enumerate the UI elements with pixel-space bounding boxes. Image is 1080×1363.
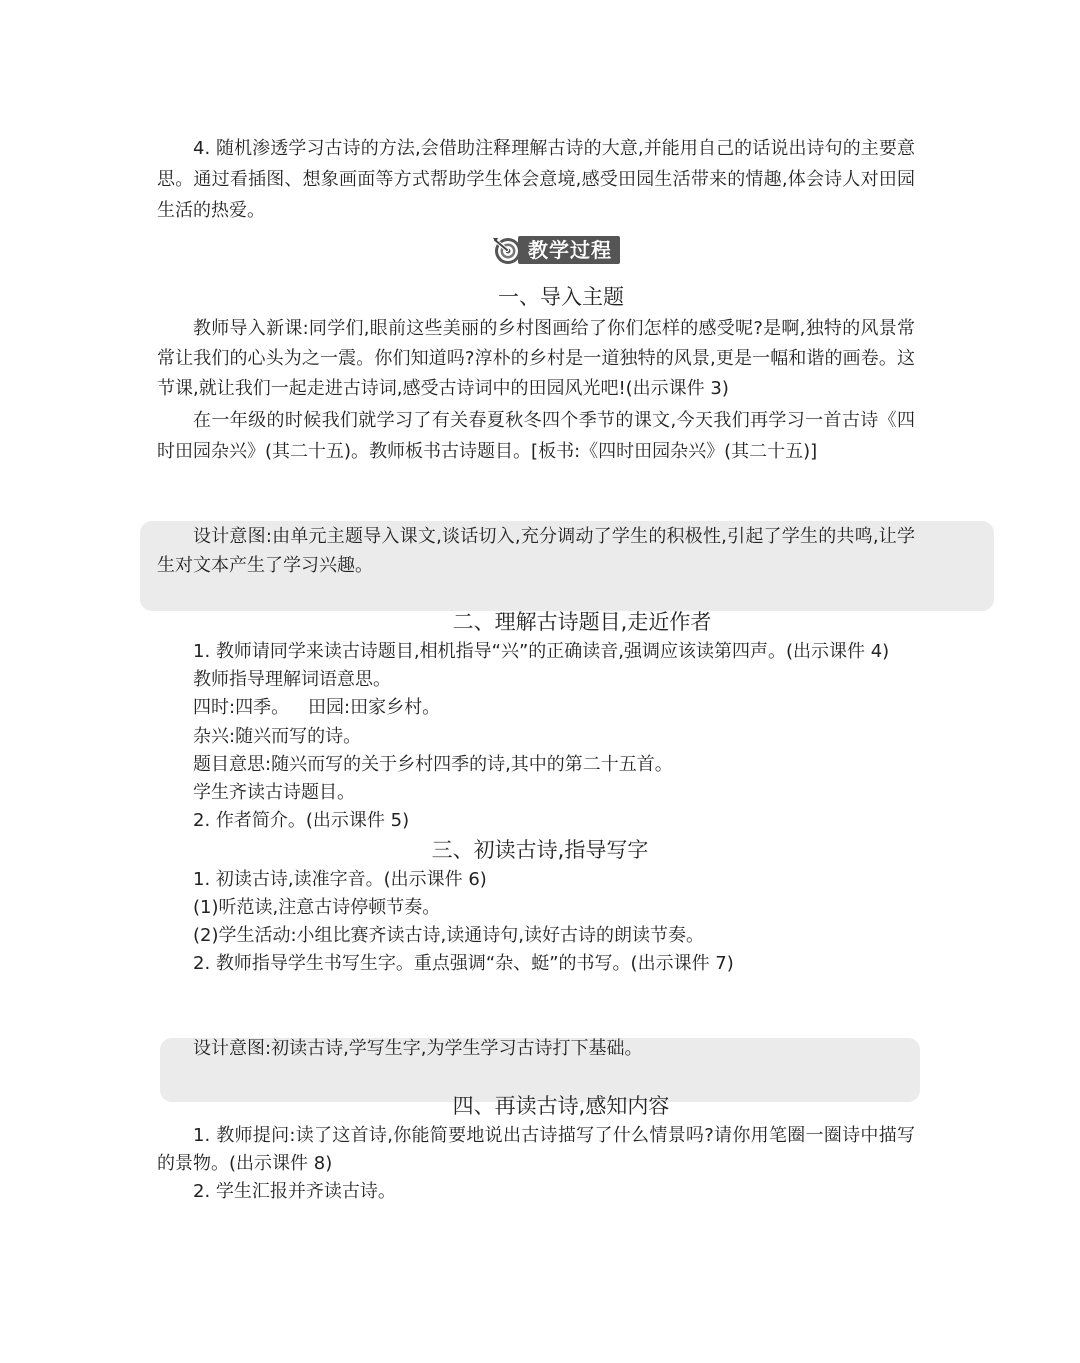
step-line: (1)听范读,注意古诗停顿节奏。 bbox=[193, 897, 441, 918]
step-line: 题目意思:随兴而写的关于乡村四季的诗,其中的第二十五首。 bbox=[193, 754, 673, 775]
term-definition: 四时:四季。 bbox=[193, 697, 290, 718]
term-definition: 田园:田家乡村。 bbox=[308, 697, 441, 718]
design-note-line: 设计意图:初读古诗,学写生字,为学生学习古诗打下基础。 bbox=[193, 1038, 643, 1059]
step-line: 1. 初读古诗,读准字音。(出示课件 6) bbox=[193, 869, 487, 890]
term-definition: 杂兴:随兴而写的诗。 bbox=[193, 726, 362, 747]
step-line: 教师指导理解词语意思。 bbox=[193, 669, 391, 690]
objective-line: 4. 随机渗透学习古诗的方法,会借助注释理解古诗的大意,并能用自己的话说出诗句的主要意 bbox=[193, 138, 915, 159]
step-line: 的景物。(出示课件 8) bbox=[157, 1153, 333, 1174]
design-note-line: 生对文本产生了学习兴趣。 bbox=[157, 555, 373, 576]
section-badge bbox=[492, 235, 620, 265]
step-line: 1. 教师提问:读了这首诗,你能简要地说出古诗描写了什么情景吗?请你用笔圈一圈诗中描写 bbox=[193, 1125, 915, 1146]
target-icon bbox=[492, 235, 522, 265]
section-title: 三、初读古诗,指导写字 bbox=[431, 838, 649, 862]
badge-label: 教学过程 bbox=[518, 236, 620, 264]
objective-line: 生活的热爱。 bbox=[157, 200, 265, 221]
section-title: 一、导入主题 bbox=[498, 285, 624, 309]
step-line: 2. 学生汇报并齐读古诗。 bbox=[193, 1181, 396, 1202]
objective-line: 思。通过看插图、想象画面等方式帮助学生体会意境,感受田园生活带来的情趣,体会诗人对田园 bbox=[157, 169, 915, 190]
section-title: 四、再读古诗,感知内容 bbox=[452, 1094, 670, 1118]
section-title: 二、理解古诗题目,走近作者 bbox=[452, 610, 712, 634]
design-note-line: 设计意图:由单元主题导入课文,谈话切入,充分调动了学生的积极性,引起了学生的共鸣,让学 bbox=[193, 526, 915, 547]
step-line: 学生齐读古诗题目。 bbox=[193, 782, 355, 803]
paragraph-line: 时田园杂兴》(其二十五)。教师板书古诗题目。[板书:《四时田园杂兴》(其二十五)] bbox=[157, 441, 818, 462]
step-line: 2. 作者简介。(出示课件 5) bbox=[193, 810, 410, 831]
paragraph-line: 在一年级的时候我们就学习了有关春夏秋冬四个季节的课文,今天我们再学习一首古诗《四 bbox=[193, 410, 915, 431]
paragraph-line: 教师导入新课:同学们,眼前这些美丽的乡村图画给了你们怎样的感受呢?是啊,独特的风景常 bbox=[193, 318, 915, 339]
paragraph-line: 常让我们的心头为之一震。你们知道吗?淳朴的乡村是一道独特的风景,更是一幅和谐的画卷。这 bbox=[157, 348, 915, 369]
paragraph-line: 节课,就让我们一起走进古诗词,感受古诗词中的田园风光吧!(出示课件 3) bbox=[157, 378, 729, 399]
step-line: (2)学生活动:小组比赛齐读古诗,读通诗句,读好古诗的朗读节奏。 bbox=[193, 925, 705, 946]
step-line: 2. 教师指导学生书写生字。重点强调“杂、蜓”的书写。(出示课件 7) bbox=[193, 953, 734, 974]
step-line: 1. 教师请同学来读古诗题目,相机指导“兴”的正确读音,强调应该读第四声。(出示课件 4) bbox=[193, 641, 890, 662]
